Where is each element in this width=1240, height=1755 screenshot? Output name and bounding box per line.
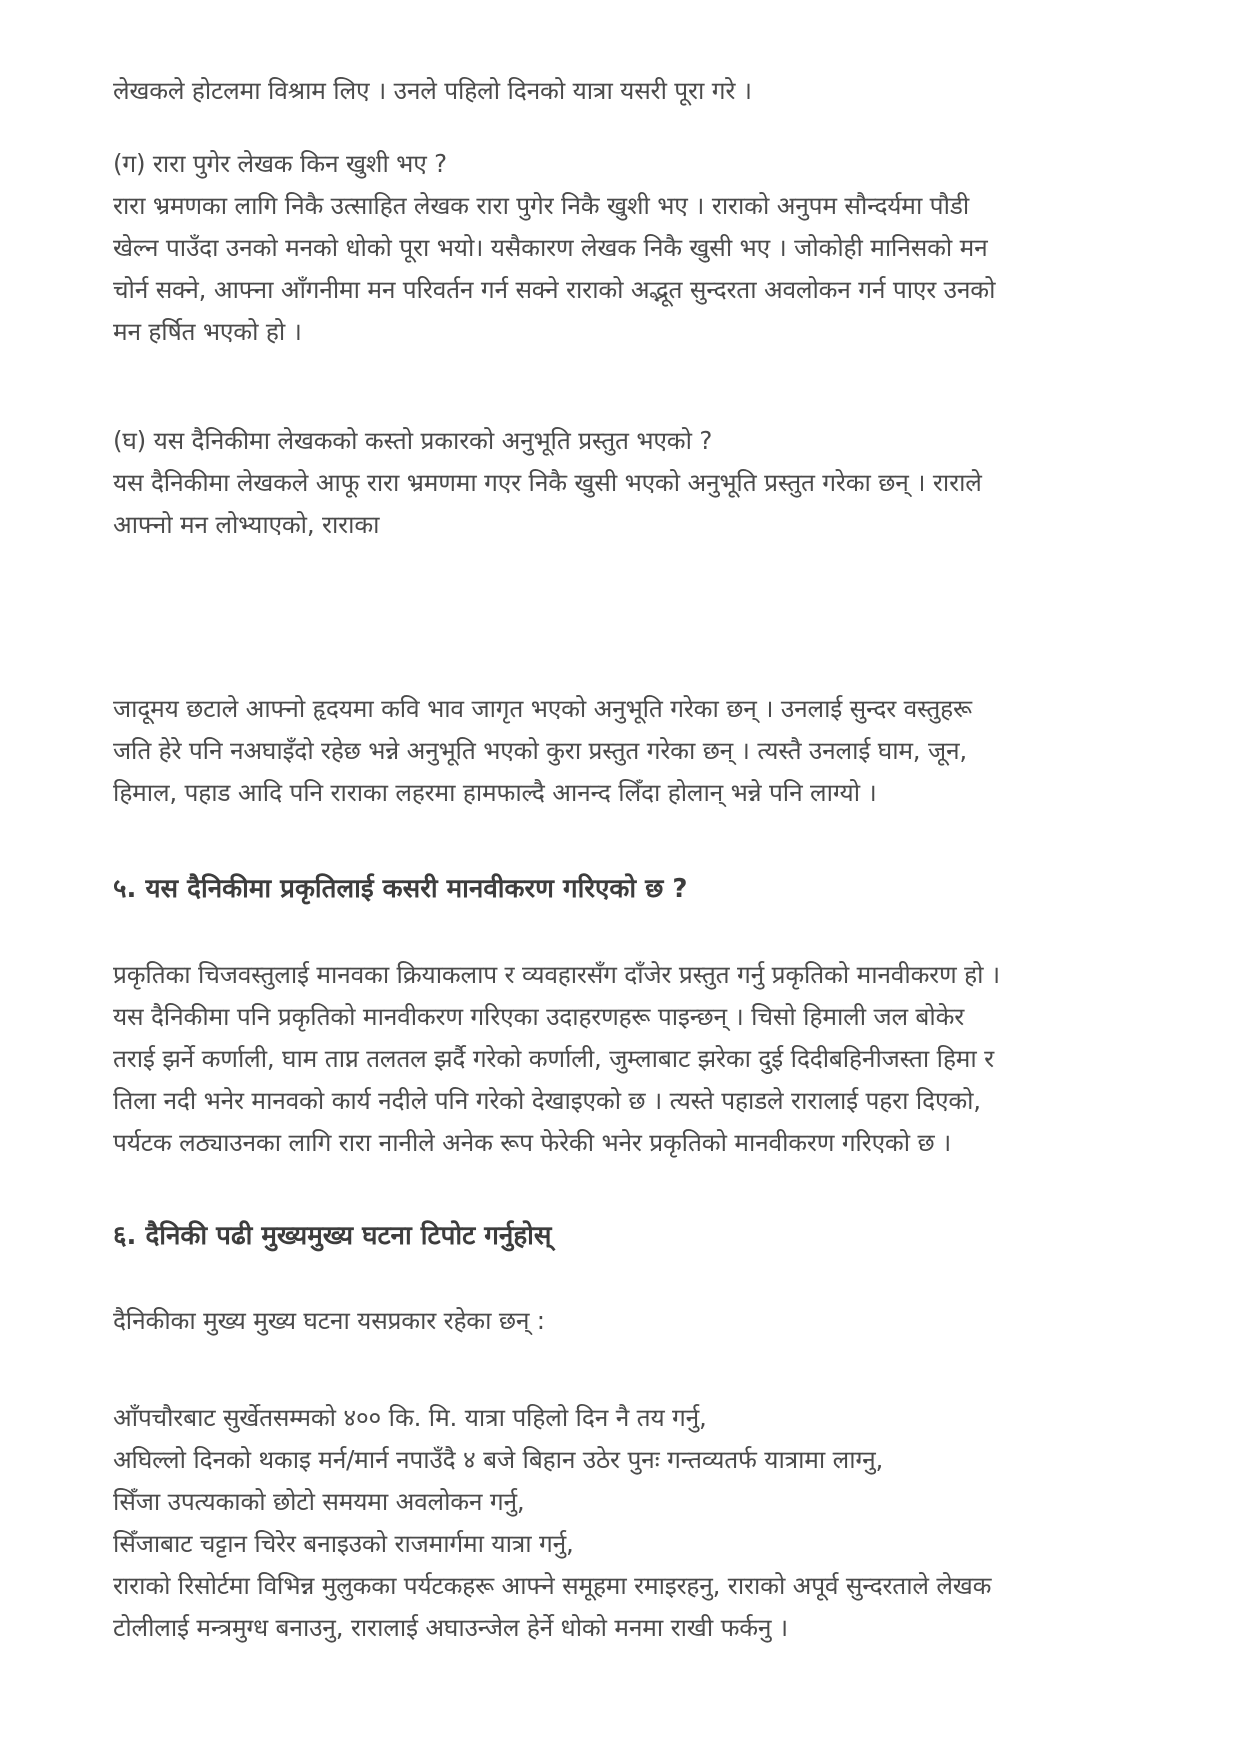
list-item: आँपचौरबाट सुर्खेतसम्मको ४०० कि. मि. यात्रा पहिलो दिन नै तय गर्नु, <box>113 1403 707 1432</box>
text-line: प्रकृतिका चिजवस्तुलाई मानवका क्रियाकलाप र व्यवहारसँग दाँजेर प्रस्तुत गर्नु प्रकृतिको मानवीकरण हो । <box>113 960 1000 989</box>
text-line: दैनिकीका मुख्य मुख्य घटना यसप्रकार रहेका छन् : <box>113 1306 545 1335</box>
list-item: राराको रिसोर्टमा विभिन्न मुलुकका पर्यटकहरू आफ्ने समूहमा रमाइरहनु, राराको अपूर्व सुन्दरताले लेखक <box>113 1571 992 1600</box>
list-item: सिँजाबाट चट्टान चिरेर बनाइउको राजमार्गमा यात्रा गर्नु, <box>113 1529 574 1558</box>
list-item: सिँजा उपत्यकाको छोटो समयमा अवलोकन गर्नु, <box>113 1487 525 1516</box>
text-line: हिमाल, पहाड आदि पनि राराका लहरमा हामफाल्दै आनन्द लिँदा होलान् भन्ने पनि लाग्यो । <box>113 778 877 807</box>
text-line: पर्यटक लठ्याउनका लागि रारा नानीले अनेक रूप फेरेकी भनेर प्रकृतिको मानवीकरण गरिएको छ । <box>113 1128 952 1157</box>
text-line: चोर्न सक्ने, आफ्ना आँगनीमा मन परिवर्तन गर्न सक्ने राराको अद्भूत सुन्दरता अवलोकन गर्न पाएर उनको <box>113 275 996 304</box>
answer-q5 <box>113 954 1153 1164</box>
text-line: रारा भ्रमणका लागि निकै उत्साहित लेखक रारा पुगेर निकै खुशी भए । राराको अनुपम सौन्दर्यमा पौडी <box>113 191 969 220</box>
text-line: तिला नदी भनेर मानवको कार्य नदीले पनि गरेको देखाइएको छ । त्यस्ते पहाडले रारालाई पहरा दिएको, <box>113 1086 981 1115</box>
question-ga-block <box>113 143 1153 353</box>
list-item: टोलीलाई मन्त्रमुग्ध बनाउनु, रारालाई अघाउन्जेल हेर्ने धोको मनमा राखी फर्कनु । <box>113 1613 788 1642</box>
text-line: लेखकले होटलमा विश्राम लिए । उनले पहिलो दिनको यात्रा यसरी पूरा गरे । <box>113 76 752 105</box>
heading-q5: ५. यस दैनिकीमा प्रकृतिलाई कसरी मानवीकरण गरिएको छ ? <box>113 874 688 904</box>
text-line: जादूमय छटाले आफ्नो हृदयमा कवि भाव जागृत भएको अनुभूति गरेका छन् । उनलाई सुन्दर वस्तुहरू <box>113 694 972 723</box>
text-line: खेल्न पाउँदा उनको मनको धोको पूरा भयो। यसैकारण लेखक निकै खुसी भए । जोकोही मानिसको मन <box>113 233 988 262</box>
heading-q6: ६. दैनिकी पढी मुख्यमुख्य घटना टिपोट गर्नुहोस् <box>113 1221 552 1251</box>
text-line: मन हर्षित भएको हो । <box>113 317 302 346</box>
intro-q6 <box>113 1300 1153 1342</box>
list-item: अघिल्लो दिनको थकाइ मर्न/मार्न नपाउँदै ४ बजे बिहान उठेर पुनः गन्तव्यतर्फ यात्रामा लाग्नु, <box>113 1445 884 1474</box>
events-list <box>113 1397 1153 1649</box>
question-gha-block <box>113 420 1153 546</box>
text-line: यस दैनिकीमा लेखकले आफू रारा भ्रमणमा गएर निकै खुसी भएको अनुभूति प्रस्तुत गरेका छन् । राराले <box>113 468 982 497</box>
text-line: जति हेरे पनि नअघाइँदो रहेछ भन्ने अनुभूति भएको कुरा प्रस्तुत गरेका छन् । त्यस्तै उनलाई घाम, जून, <box>113 736 967 765</box>
paragraph-hotel-rest <box>113 70 1153 112</box>
text-line: तराई झर्ने कर्णाली, घाम ताप्न तलतल झर्दै गरेको कर्णाली, जुम्लाबाट झरेका दुई दिदीबहिनीजस्ता हिमा र <box>113 1044 994 1073</box>
text-line: आफ्नो मन लोभ्याएको, राराका <box>113 510 380 539</box>
question-gha-continued <box>113 688 1153 814</box>
question-ga: (ग) रारा पुगेर लेखक किन खुशी भए ? <box>113 149 447 178</box>
text-line: यस दैनिकीमा पनि प्रकृतिको मानवीकरण गरिएका उदाहरणहरू पाइन्छन् । चिसो हिमाली जल बोकेर <box>113 1002 965 1031</box>
question-gha: (घ) यस दैनिकीमा लेखकको कस्तो प्रकारको अनुभूति प्रस्तुत भएको ? <box>113 426 713 455</box>
